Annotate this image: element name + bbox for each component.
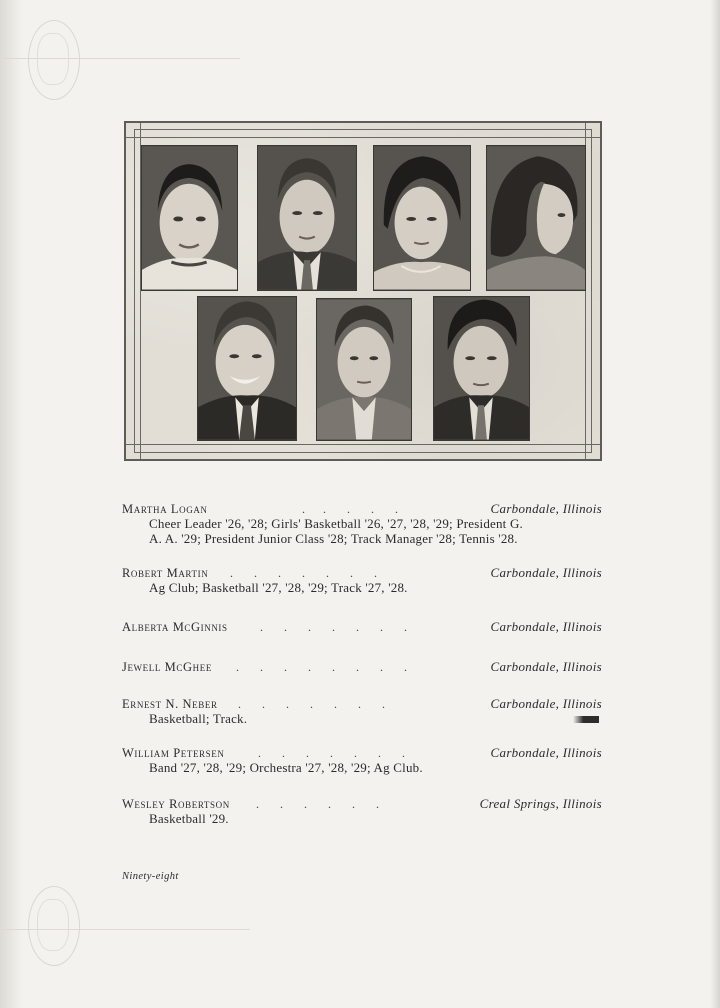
binding-shadow	[0, 0, 22, 1008]
emboss-seal-inner	[37, 33, 69, 85]
student-name: Ernest N. Neber	[122, 697, 218, 711]
student-hometown: Carbondale, Illinois	[490, 565, 602, 580]
activities-line: A. A. '29; President Junior Class '28; Track Manager '28; Tennis '28.	[149, 531, 518, 546]
student-hometown: Carbondale, Illinois	[490, 659, 602, 674]
portrait-wesley-robertson-image	[434, 297, 529, 440]
roster-entry	[122, 697, 602, 727]
portrait-jewell-mcghee-image	[487, 146, 585, 290]
student-hometown: Carbondale, Illinois	[490, 619, 602, 634]
student-activities	[122, 761, 602, 776]
entry-heading	[122, 566, 602, 581]
dot-leaders: . . . . . . . .	[236, 660, 407, 674]
portrait-william-petersen-image	[317, 299, 411, 440]
activities-line: Band '27, '28, '29; Orchestra '27, '28, '29; Ag Club.	[149, 760, 423, 775]
page-edge-shadow	[710, 0, 720, 1008]
dot-leaders: . . . . . .	[256, 797, 379, 811]
dot-leaders: . . . . . . .	[238, 697, 385, 711]
portrait-photo-william-petersen	[316, 298, 412, 441]
student-name: William Petersen	[122, 746, 225, 760]
portrait-photo-robert-martin	[257, 145, 357, 291]
page-number: Ninety-eight	[122, 871, 179, 882]
entry-heading	[122, 502, 602, 517]
student-name: Jewell McGhee	[122, 660, 212, 674]
portrait-photo-alberta-mcginnis	[373, 145, 471, 291]
emboss-seal-inner	[37, 899, 69, 951]
activities-line: Cheer Leader '26, '28; Girls' Basketball '26, '27, '28, '29; President G.	[149, 516, 523, 531]
student-name: Alberta McGinnis	[122, 620, 228, 634]
portrait-ernest-neber-image	[198, 297, 296, 440]
emboss-seal-top	[28, 20, 80, 100]
entry-heading	[122, 746, 602, 761]
panel-rule	[126, 444, 600, 445]
portrait-alberta-mcginnis-image	[374, 146, 470, 290]
roster-entry	[122, 502, 602, 547]
portrait-robert-martin-image	[258, 146, 356, 290]
student-hometown: Carbondale, Illinois	[490, 696, 602, 711]
student-activities	[122, 812, 602, 827]
roster-entry	[122, 660, 602, 675]
portrait-martha-logan-image	[142, 146, 237, 290]
student-activities	[122, 517, 602, 547]
dot-leaders: . . . . .	[302, 502, 398, 516]
portrait-photo-wesley-robertson	[433, 296, 530, 441]
student-activities	[122, 581, 602, 596]
student-hometown: Creal Springs, Illinois	[479, 796, 602, 811]
entry-heading	[122, 660, 602, 675]
panel-rule	[126, 137, 600, 138]
student-hometown: Carbondale, Illinois	[490, 745, 602, 760]
roster-entry	[122, 746, 602, 776]
roster-entry	[122, 797, 602, 827]
entry-heading	[122, 620, 602, 635]
entry-heading	[122, 697, 602, 712]
portrait-photo-ernest-neber	[197, 296, 297, 441]
roster-entry	[122, 566, 602, 596]
dot-leaders: . . . . . . .	[258, 746, 405, 760]
ink-smudge	[573, 716, 599, 723]
activities-line: Basketball '29.	[149, 811, 229, 826]
student-name: Robert Martin	[122, 566, 209, 580]
entry-heading	[122, 797, 602, 812]
activities-line: Basketball; Track.	[149, 711, 248, 726]
student-activities	[122, 712, 602, 727]
roster-entry	[122, 620, 602, 635]
student-name: Wesley Robertson	[122, 797, 230, 811]
emboss-seal-bottom	[28, 886, 80, 966]
portrait-photo-martha-logan	[141, 145, 238, 291]
student-name: Martha Logan	[122, 502, 208, 516]
dot-leaders: . . . . . . .	[260, 620, 407, 634]
dot-leaders: . . . . . . .	[230, 566, 377, 580]
portrait-photo-jewell-mcghee	[486, 145, 586, 291]
student-hometown: Carbondale, Illinois	[490, 501, 602, 516]
activities-line: Ag Club; Basketball '27, '28, '29; Track '27, '28.	[149, 580, 408, 595]
